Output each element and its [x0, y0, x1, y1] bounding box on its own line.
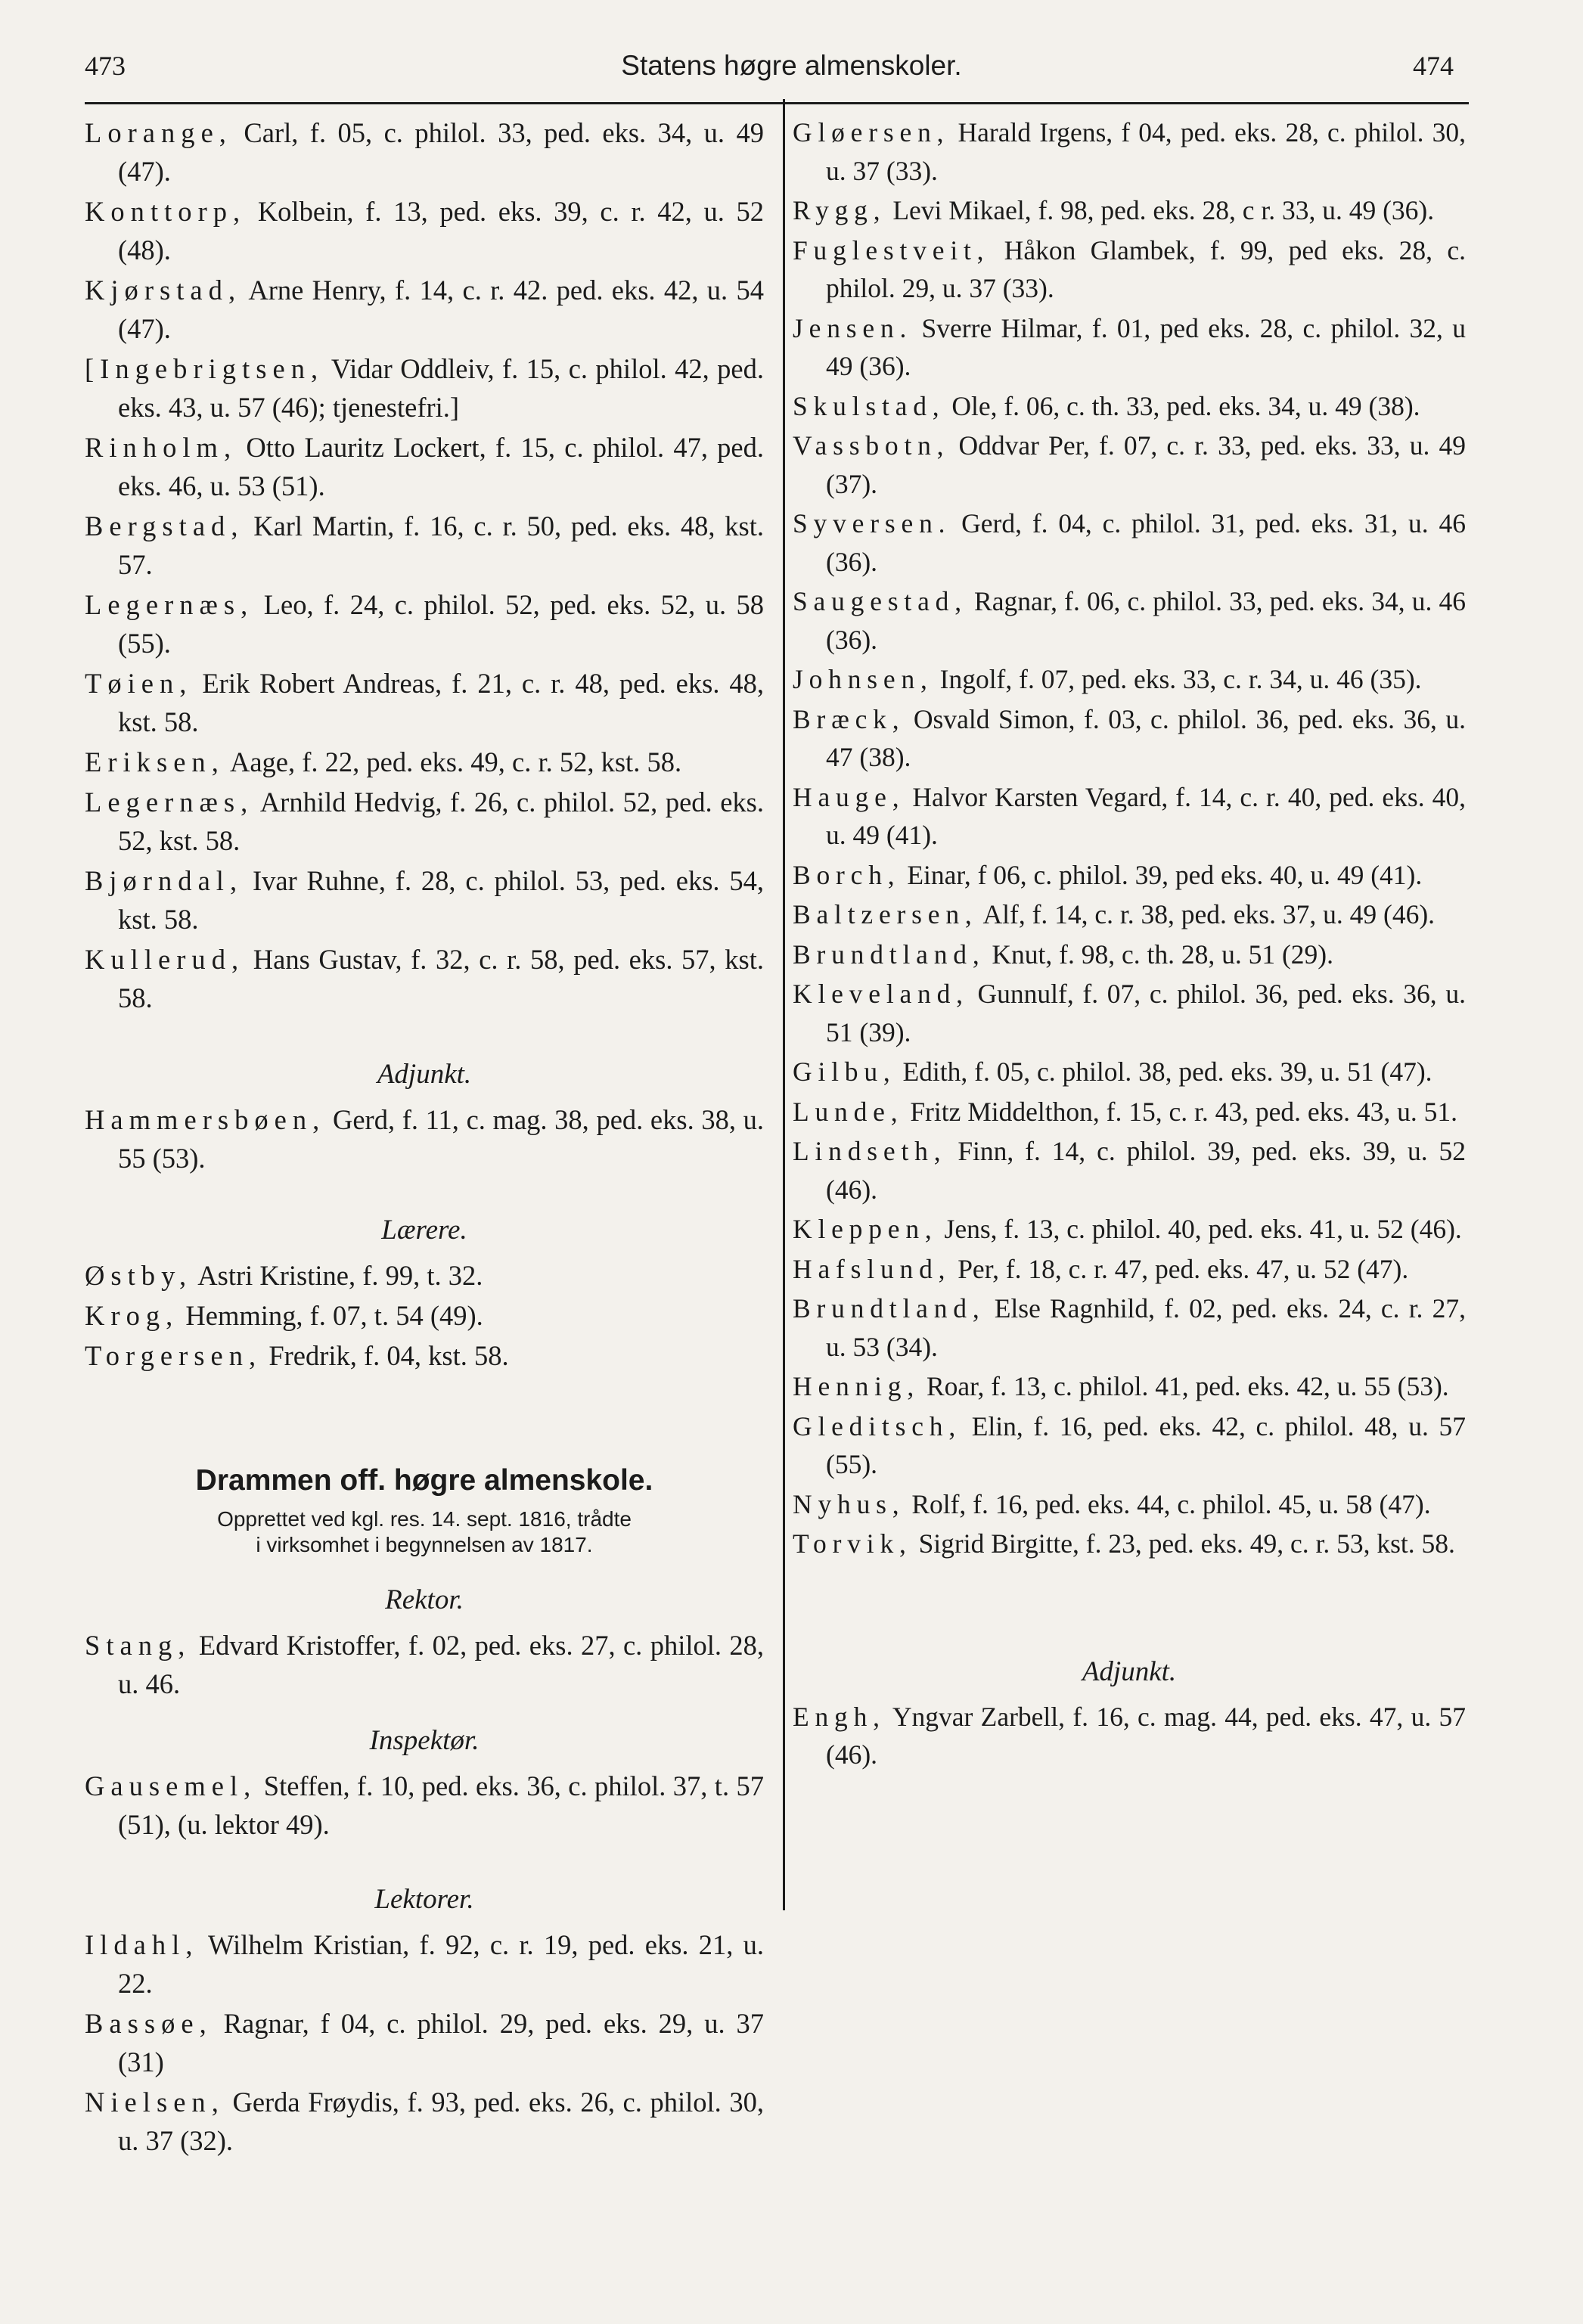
- staff-surname: Kjørstad,: [85, 275, 242, 306]
- entries-top: [85, 113, 764, 1017]
- staff-details: Leo, f. 24, c. philol. 52, ped. eks. 52, u. 58 (55).: [118, 589, 764, 659]
- laerere-entries: [85, 1256, 764, 1375]
- staff-entry: [85, 1256, 764, 1295]
- staff-surname: Bergstad,: [85, 510, 244, 541]
- section-heading-laerere: Lærere.: [381, 1215, 467, 1246]
- staff-entry: [793, 309, 1466, 386]
- section-heading-lektorer: Lektorer.: [374, 1884, 474, 1915]
- staff-entry: [85, 507, 764, 584]
- section-heading-rektor: Rektor.: [385, 1584, 464, 1615]
- left-column: [85, 113, 764, 2161]
- staff-surname: Syversen.: [793, 508, 951, 538]
- staff-surname: Lindseth,: [793, 1136, 947, 1166]
- section-heading-adjunkt: Adjunkt.: [377, 1059, 472, 1090]
- staff-details: Ragnar, f 04, c. philol. 29, ped. eks. 29, u. 37 (31): [118, 2008, 764, 2077]
- staff-entry: [85, 664, 764, 741]
- staff-surname: Bassøe,: [85, 2008, 213, 2039]
- inspektor-entries: [85, 1767, 764, 1844]
- staff-surname: Stang,: [85, 1630, 191, 1661]
- staff-surname: Rygg,: [793, 195, 886, 225]
- staff-surname: Skulstad,: [793, 390, 945, 421]
- staff-surname: Bjørndal,: [85, 865, 244, 896]
- staff-entry: [793, 1210, 1466, 1249]
- staff-surname: Nielsen,: [85, 2087, 225, 2118]
- staff-entry: [793, 1525, 1466, 1563]
- staff-details: Finn, f. 14, c. philol. 39, ped. eks. 39, u. 52 (46).: [826, 1136, 1466, 1205]
- staff-details: Ole, f. 06, c. th. 33, ped. eks. 34, u. 49 (38).: [945, 390, 1420, 421]
- staff-surname: Engh,: [793, 1701, 886, 1732]
- school-title: Drammen off. høgre almenskole.: [195, 1464, 653, 1497]
- column-rule: [783, 99, 785, 1910]
- staff-surname: Lorange,: [85, 117, 232, 148]
- staff-entry: [793, 113, 1466, 190]
- staff-details: Per, f. 18, c. r. 47, ped. eks. 47, u. 52 (47).: [951, 1253, 1409, 1284]
- staff-entry: [793, 427, 1466, 503]
- staff-details: Arne Henry, f. 14, c. r. 42. ped. eks. 42, u. 54 (47).: [118, 275, 764, 344]
- staff-details: Rolf, f. 16, ped. eks. 44, c. philol. 45, u. 58 (47).: [905, 1488, 1431, 1519]
- staff-entry: [85, 1626, 764, 1703]
- staff-entry: [85, 1336, 764, 1375]
- staff-entry: [85, 192, 764, 269]
- staff-surname: Baltzersen,: [793, 899, 978, 929]
- staff-details: Astri Kristine, f. 99, t. 32.: [192, 1260, 483, 1291]
- staff-details: Osvald Simon, f. 03, c. philol. 36, ped. eks. 36, u. 47 (38).: [826, 703, 1466, 772]
- staff-entry: [85, 1767, 764, 1844]
- staff-surname: Lunde,: [793, 1096, 904, 1127]
- staff-details: Håkon Glambek, f. 99, ped eks. 28, c. philol. 29, u. 37 (33).: [826, 234, 1466, 303]
- staff-entry: [793, 1698, 1466, 1774]
- staff-entry: [85, 2083, 764, 2160]
- staff-details: Gunnulf, f. 07, c. philol. 36, ped. eks. 36, u. 51 (39).: [826, 979, 1466, 1047]
- staff-entry: [793, 856, 1466, 895]
- staff-surname: Rinholm,: [85, 432, 237, 463]
- staff-entry: [793, 1407, 1466, 1484]
- staff-details: Edith, f. 05, c. philol. 38, ped. eks. 39, u. 51 (47).: [895, 1057, 1432, 1087]
- staff-surname: Gausemel,: [85, 1770, 257, 1801]
- staff-details: Kolbein, f. 13, ped. eks. 39, c. r. 42, u. 52 (48).: [118, 196, 764, 265]
- lektorer-entries: [85, 1925, 764, 2160]
- staff-entry: [85, 783, 764, 860]
- staff-details: Harald Irgens, f 04, ped. eks. 28, c. philol. 30, u. 37 (33).: [826, 117, 1466, 186]
- staff-entry: [793, 660, 1466, 699]
- staff-details: Yngvar Zarbell, f. 16, c. mag. 44, ped. eks. 47, u. 57 (46).: [826, 1701, 1466, 1770]
- staff-details: Else Ragnhild, f. 02, ped. eks. 24, c. r. 27, u. 53 (34).: [826, 1293, 1466, 1362]
- staff-surname: Nyhus,: [793, 1488, 905, 1519]
- staff-entry: [793, 387, 1466, 426]
- staff-details: Edvard Kristoffer, f. 02, ped. eks. 27, c. philol. 28, u. 46.: [118, 1630, 764, 1699]
- section-heading-inspektor: Inspektør.: [369, 1725, 480, 1756]
- adjunkt-entries-right: [793, 1698, 1466, 1774]
- staff-entry: [793, 1093, 1466, 1131]
- staff-details: Sigrid Birgitte, f. 23, ped. eks. 49, c. r. 53, kst. 58.: [911, 1528, 1455, 1559]
- staff-details: Roar, f. 13, c. philol. 41, ped. eks. 42, u. 55 (53).: [920, 1371, 1449, 1401]
- staff-entry: [793, 504, 1466, 581]
- staff-surname: Gilbu,: [793, 1057, 896, 1087]
- staff-surname: Tøien,: [85, 668, 193, 699]
- staff-details: Otto Lauritz Lockert, f. 15, c. philol. 47, ped. eks. 46, u. 53 (51).: [118, 432, 764, 501]
- staff-details: Alf, f. 14, c. r. 38, ped. eks. 37, u. 49 (46).: [977, 899, 1436, 929]
- staff-surname: Gløersen,: [793, 117, 950, 147]
- staff-entry: [793, 1250, 1466, 1289]
- staff-entry: [793, 1485, 1466, 1524]
- header-rule: [85, 102, 1469, 104]
- staff-details: Erik Robert Andreas, f. 21, c. r. 48, ped. eks. 48, kst. 58.: [118, 668, 764, 737]
- staff-entry: [793, 1053, 1466, 1091]
- staff-entry: [85, 113, 764, 191]
- staff-details: Sverre Hilmar, f. 01, ped eks. 28, c. philol. 32, u 49 (36).: [826, 312, 1466, 381]
- staff-surname: Gleditsch,: [793, 1410, 962, 1441]
- staff-surname: Kleveland,: [793, 979, 969, 1009]
- staff-entry: [793, 895, 1466, 934]
- staff-entry: [793, 975, 1466, 1051]
- staff-surname: Krog,: [85, 1300, 179, 1331]
- staff-details: Hans Gustav, f. 32, c. r. 58, ped. eks. 57, kst. 58.: [118, 944, 764, 1013]
- staff-surname: Ildahl,: [85, 1929, 199, 1960]
- staff-entry: [793, 1367, 1466, 1406]
- staff-surname: Borch,: [793, 859, 901, 890]
- staff-entry: [85, 1296, 764, 1335]
- staff-surname: Legernæs,: [85, 589, 254, 620]
- staff-details: Aage, f. 22, ped. eks. 49, c. r. 52, kst. 58.: [224, 746, 682, 777]
- staff-entry: [85, 1100, 764, 1178]
- staff-details: Fredrik, f. 04, kst. 58.: [262, 1340, 509, 1371]
- rektor-entries: [85, 1626, 764, 1703]
- staff-details: Vidar Oddleiv, f. 15, c. philol. 42, ped. eks. 43, u. 57 (46); tjenestefri.]: [118, 353, 764, 423]
- staff-entry: [793, 935, 1466, 974]
- staff-details: Hemming, f. 07, t. 54 (49).: [178, 1300, 483, 1331]
- staff-entry: [793, 1289, 1466, 1366]
- staff-details: Gerd, f. 11, c. mag. 38, ped. eks. 38, u. 55 (53).: [118, 1104, 764, 1174]
- staff-surname: Torvik,: [793, 1528, 912, 1559]
- staff-entry: [793, 582, 1466, 659]
- staff-entry: [85, 271, 764, 348]
- staff-surname: Torgersen,: [85, 1340, 262, 1371]
- staff-details: Karl Martin, f. 16, c. r. 50, ped. eks. 48, kst. 57.: [118, 510, 764, 580]
- staff-surname: [Ingebrigtsen,: [85, 353, 324, 384]
- staff-details: Fritz Middelthon, f. 15, c. r. 43, ped. eks. 43, u. 51.: [903, 1096, 1458, 1127]
- staff-details: Carl, f. 05, c. philol. 33, ped. eks. 34, u. 49 (47).: [118, 117, 764, 187]
- staff-surname: Vassbotn,: [793, 430, 950, 461]
- page-number-left: 473: [85, 51, 126, 81]
- staff-details: Gerda Frøydis, f. 93, ped. eks. 26, c. philol. 30, u. 37 (32).: [118, 2087, 764, 2156]
- staff-surname: Johnsen,: [793, 664, 933, 694]
- staff-entry: [793, 231, 1466, 308]
- staff-details: Ingolf, f. 07, ped. eks. 33, c. r. 34, u. 46 (35).: [933, 664, 1422, 694]
- staff-details: Ivar Ruhne, f. 28, c. philol. 53, ped. eks. 54, kst. 58.: [118, 865, 764, 935]
- staff-entry: [85, 940, 764, 1017]
- staff-surname: Kleppen,: [793, 1214, 938, 1244]
- school-description-line: Opprettet ved kgl. res. 14. sept. 1816, trådte: [217, 1507, 632, 1531]
- staff-details: Halvor Karsten Vegard, f. 14, c. r. 40, ped. eks. 40, u. 49 (41).: [826, 781, 1466, 850]
- staff-entry: [85, 428, 764, 505]
- staff-details: Gerd, f. 04, c. philol. 31, ped. eks. 31, u. 46 (36).: [826, 508, 1466, 577]
- staff-surname: Østby,: [85, 1260, 193, 1291]
- staff-surname: Legernæs,: [85, 787, 254, 818]
- staff-entry: [793, 700, 1466, 777]
- staff-details: Oddvar Per, f. 07, c. r. 33, ped. eks. 33, u. 49 (37).: [826, 430, 1466, 499]
- running-head: Statens høgre almenskoler.: [621, 50, 962, 81]
- section-heading-adjunkt-right: Adjunkt.: [1082, 1655, 1177, 1687]
- staff-surname: Hennig,: [793, 1371, 920, 1401]
- staff-entry: [85, 349, 764, 427]
- staff-entry: [85, 1925, 764, 2003]
- staff-surname: Konttorp,: [85, 196, 247, 227]
- staff-surname: Hammersbøen,: [85, 1104, 326, 1135]
- staff-surname: Eriksen,: [85, 746, 225, 777]
- right-column: [793, 113, 1466, 1776]
- right-entries: [793, 113, 1466, 1563]
- staff-surname: Bræck,: [793, 703, 905, 734]
- staff-details: Levi Mikael, f. 98, ped. eks. 28, c r. 33, u. 49 (36).: [886, 195, 1435, 225]
- staff-surname: Brundtland,: [793, 1293, 985, 1323]
- staff-details: Wilhelm Kristian, f. 92, c. r. 19, ped. eks. 21, u. 22.: [118, 1929, 764, 1999]
- staff-entry: [793, 1132, 1466, 1209]
- staff-details: Jens, f. 13, c. philol. 40, ped. eks. 41, u. 52 (46).: [937, 1214, 1462, 1244]
- staff-details: Einar, f 06, c. philol. 39, ped eks. 40, u. 49 (41).: [900, 859, 1423, 890]
- school-description: [85, 1506, 764, 1558]
- staff-surname: Fuglestveit,: [793, 234, 990, 265]
- staff-details: Arnhild Hedvig, f. 26, c. philol. 52, ped. eks. 52, kst. 58.: [118, 787, 764, 856]
- staff-entry: [85, 2004, 764, 2081]
- staff-details: Steffen, f. 10, ped. eks. 36, c. philol. 37, t. 57 (51), (u. lektor 49).: [118, 1770, 764, 1840]
- staff-details: Knut, f. 98, c. th. 28, u. 51 (29).: [985, 939, 1333, 970]
- staff-entry: [793, 778, 1466, 855]
- school-description-line: i virksomhet i begynnelsen av 1817.: [256, 1533, 593, 1556]
- staff-entry: [85, 585, 764, 662]
- staff-details: Ragnar, f. 06, c. philol. 33, ped. eks. 34, u. 46 (36).: [826, 586, 1466, 655]
- staff-surname: Saugestad,: [793, 586, 967, 616]
- adjunkt-entries: [85, 1100, 764, 1178]
- staff-surname: Brundtland,: [793, 939, 985, 970]
- page-number-right: 474: [1413, 51, 1454, 81]
- staff-surname: Hauge,: [793, 781, 905, 812]
- staff-details: Elin, f. 16, ped. eks. 42, c. philol. 48, u. 57 (55).: [826, 1410, 1466, 1479]
- staff-entry: [793, 191, 1466, 230]
- staff-entry: [85, 861, 764, 939]
- staff-surname: Hafslund,: [793, 1253, 951, 1284]
- staff-surname: Jensen.: [793, 312, 913, 343]
- staff-surname: Kullerud,: [85, 944, 245, 975]
- staff-entry: [85, 743, 764, 781]
